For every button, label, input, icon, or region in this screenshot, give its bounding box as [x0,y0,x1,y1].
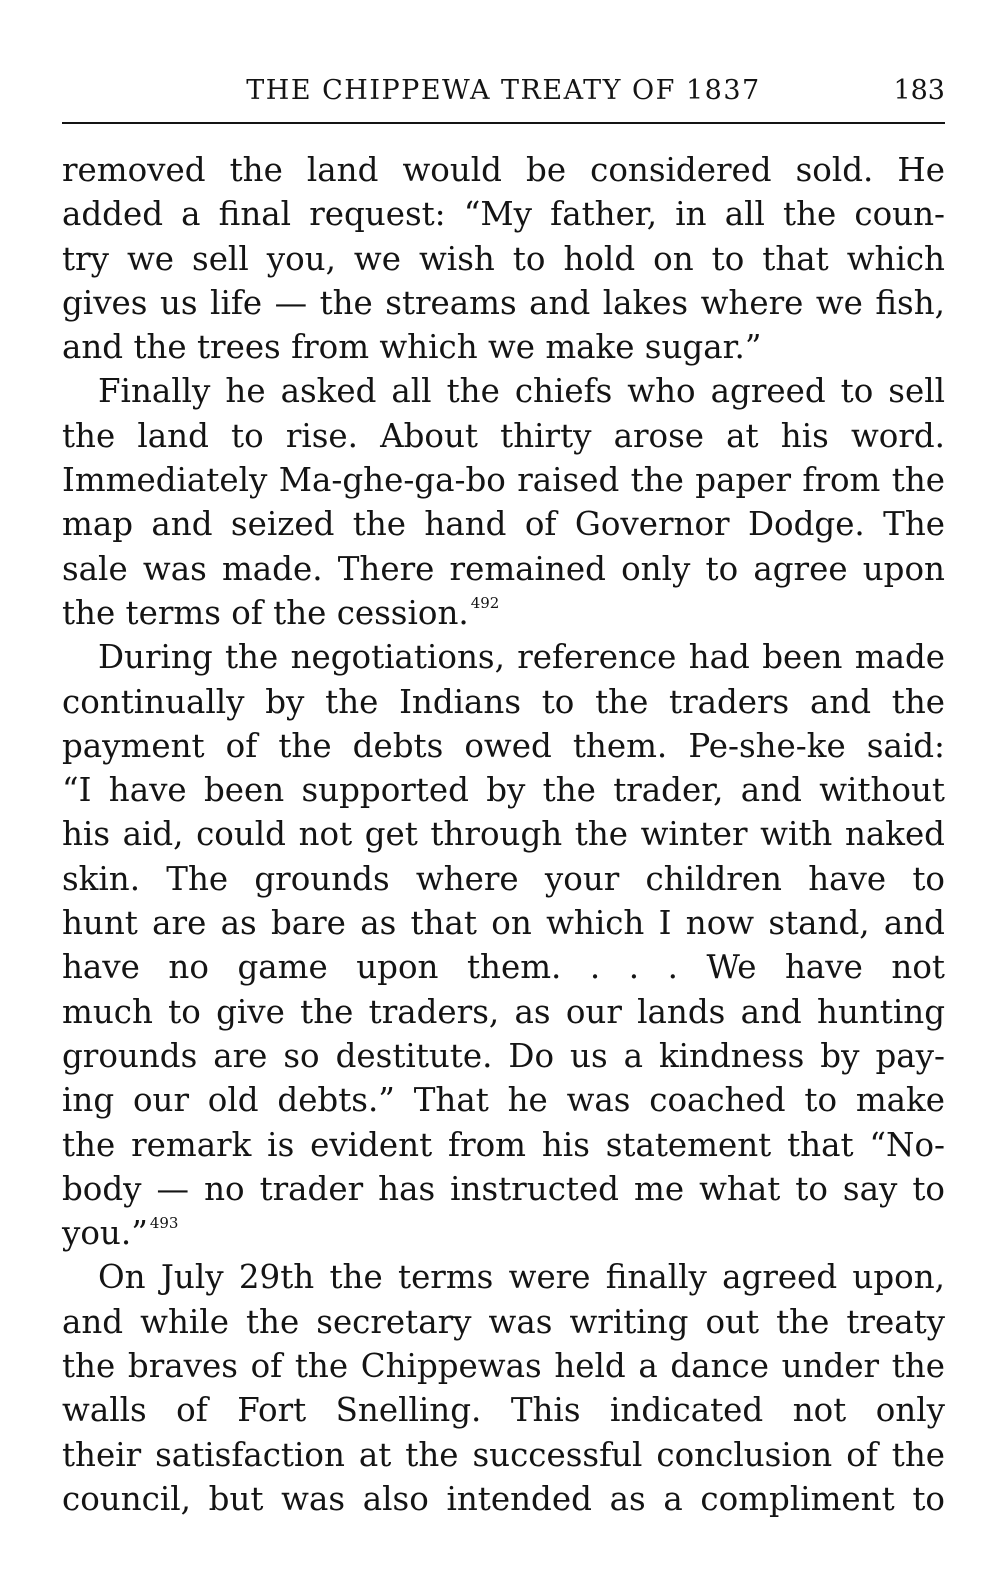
text-line: gives us life — the streams and lakes where we fish, [62,283,945,322]
page-number: 183 [893,75,945,106]
text-line: “I have been supported by the trader, and without [62,771,945,810]
text-line: have no game upon them. . . . We have not [62,948,945,987]
text-line: much to give the traders, as our lands and hunting [62,992,945,1031]
text-line: and the trees from which we make sugar.” [62,328,762,367]
footnote-marker: 493 [149,1214,179,1233]
text-line: body — no trader has instructed me what to say to [62,1169,945,1208]
running-title: THE CHIPPEWA TREATY OF 1837 [246,75,761,106]
text-line: sale was made. There remained only to agree upon [62,549,945,588]
text-line: Immediately Ma-ghe-ga-bo raised the paper from the [62,461,945,500]
text-line: ing our old debts.” That he was coached to make [62,1081,945,1120]
paragraph-start-line: During the negotiations, reference had been made [98,638,945,677]
text-line: the braves of the Chippewas held a dance under the [62,1347,945,1386]
text-line: his aid, could not get through the winter with naked [62,815,945,854]
text-line: their satisfaction at the successful conclusion of the [62,1435,945,1474]
text-line: skin. The grounds where your children have to [62,859,945,898]
text-line: map and seized the hand of Governor Dodge. The [62,505,945,544]
line-text: you.” [62,1214,148,1253]
text-line-with-footnote [62,1211,945,1255]
running-header [62,72,945,112]
body-text [62,148,945,1521]
text-line: hunt are as bare as that on which I now stand, and [62,904,945,943]
text-line: walls of Fort Snelling. This indicated not only [62,1391,945,1430]
text-line: try we sell you, we wish to hold on to that which [62,239,945,278]
text-line: grounds are so destitute. Do us a kindness by pay- [62,1036,945,1075]
text-line: and while the secretary was writing out the treaty [62,1302,945,1341]
text-line: added a final request: “My father, in all the coun- [62,195,945,234]
text-line: the remark is evident from his statement that “No- [62,1125,945,1164]
line-text: the terms of the cession. [62,593,469,632]
text-line-with-footnote [62,591,945,635]
text-line: payment of the debts owed them. Pe-she-ke said: [62,726,945,765]
paragraph-start-line: On July 29th the terms were finally agreed upon, [98,1258,945,1297]
paragraph-start-line: Finally he asked all the chiefs who agreed to sell [98,372,945,411]
text-line: the land to rise. About thirty arose at his word. [62,416,945,455]
header-rule [62,122,945,124]
text-line: removed the land would be considered sold. He [62,151,945,189]
footnote-marker: 492 [470,593,500,612]
text-line: continually by the Indians to the traders and the [62,682,945,721]
text-line: council, but was also intended as a compliment to [62,1479,945,1518]
